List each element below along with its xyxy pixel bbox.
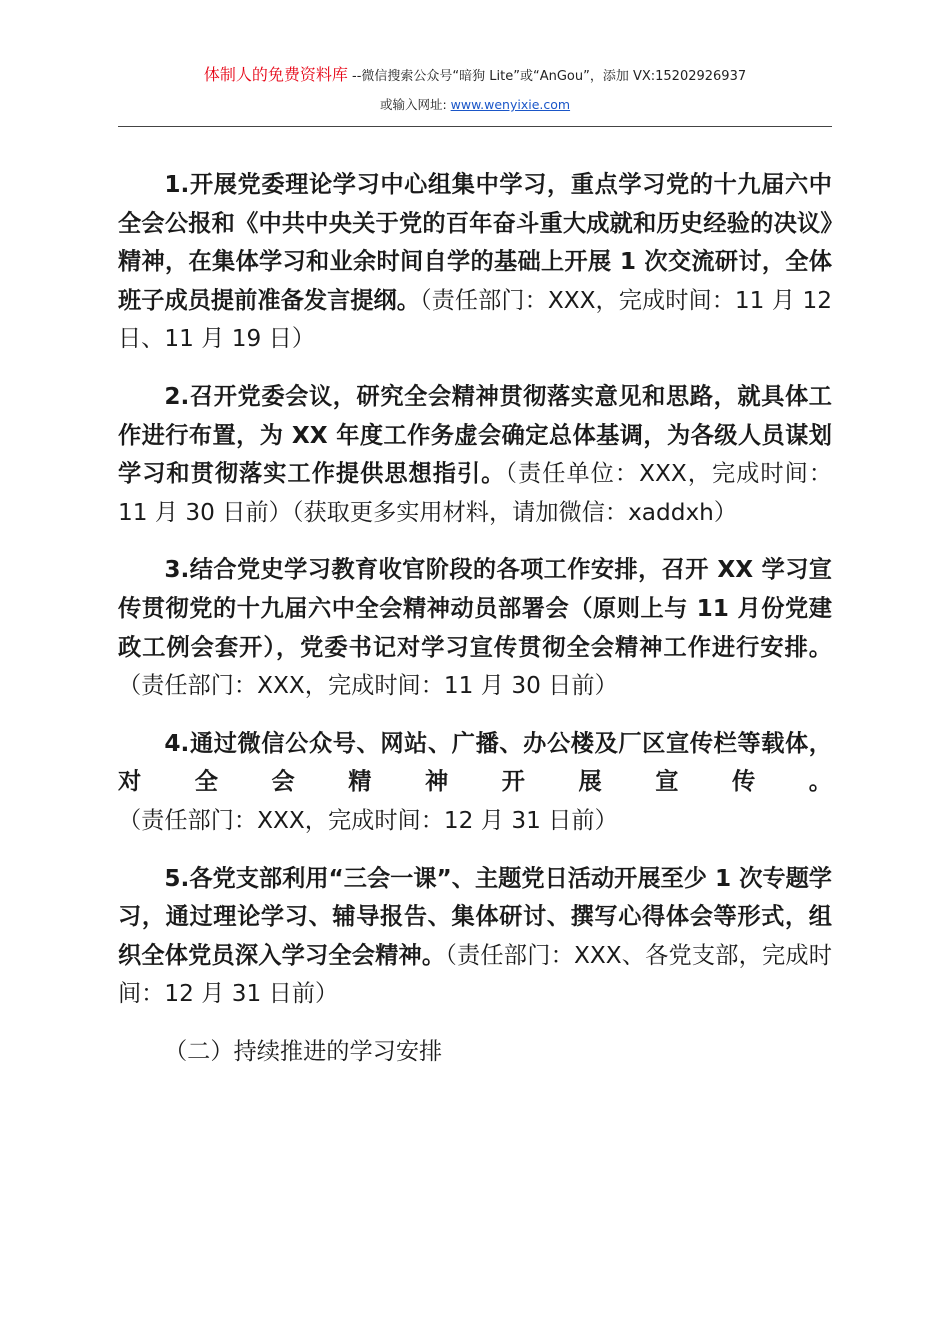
header-divider — [118, 126, 832, 127]
item-5-note: （责任部门：XXX、各党支部，完成时间：12 月 31 日前） — [118, 941, 832, 1008]
paragraph-item-5 — [118, 860, 832, 1014]
website-link[interactable]: www.wenyixie.com — [450, 97, 571, 112]
url-prefix: 或输入网址: — [379, 97, 451, 112]
item-3-bold-text: 3.结合党史学习教育收官阶段的各项工作安排，召开 XX 学习宣传贯彻党的十九届六中全会精神动员部署会（原则上与 11 月份党建政工例会套开），党委书记对学习宣传贯彻全会精神工作进行安排。 — [118, 556, 832, 661]
section-heading: （二）持续推进的学习安排 — [164, 1037, 443, 1065]
paragraph-item-1 — [118, 166, 832, 359]
item-4-note: （责任部门：XXX，完成时间：12 月 31 日前） — [118, 806, 618, 834]
promo-text: --微信搜索公众号“暗狗 Lite”或“AnGou”，添加 VX:15202926937 — [347, 69, 747, 84]
item-5-bold-text: 5.各党支部利用“三会一课”、主题党日活动开展至少 1 次专题学习，通过理论学习、辅导报告、集体研讨、撰写心得体会等形式，组织全体党员深入学习全会精神。 — [118, 864, 832, 969]
item-1-note: （责任部门：XXX，完成时间：11 月 12 日、11 月 19 日） — [118, 286, 832, 353]
paragraph-item-4 — [118, 725, 832, 841]
item-2-bold-text: 2.召开党委会议，研究全会精神贯彻落实意见和思路，就具体工作进行布置，为 XX 年度工作务虚会确定总体基调，为各级人员谋划学习和贯彻落实工作提供思想指引。 — [118, 382, 832, 488]
item-3-note: （责任部门：XXX，完成时间：11 月 30 日前） — [118, 672, 618, 700]
page-header — [118, 64, 832, 114]
document-body — [118, 166, 832, 1071]
item-2-note: （责任单位：XXX，完成时间：11 月 30 日前）（获取更多实用材料，请加微信：xaddxh） — [118, 460, 833, 526]
header-promo-line — [118, 64, 832, 88]
paragraph-item-3 — [118, 551, 832, 705]
brand-name: 体制人的免费资料库 — [203, 65, 348, 84]
header-url-line — [118, 96, 832, 114]
item-4-bold-text: 4.通过微信公众号、网站、广播、办公楼及厂区宣传栏等载体，对全会精神开展宣传。 — [118, 729, 832, 796]
item-1-bold-text: 1.开展党委理论学习中心组集中学习，重点学习党的十九届六中全会公报和《中共中央关于党的百年奋斗重大成就和历史经验的决议》精神，在集体学习和业余时间自学的基础上开展 1 次交流研讨，全体班子成员提前准备发言提纲。 — [118, 171, 832, 314]
paragraph-item-2 — [118, 378, 832, 532]
